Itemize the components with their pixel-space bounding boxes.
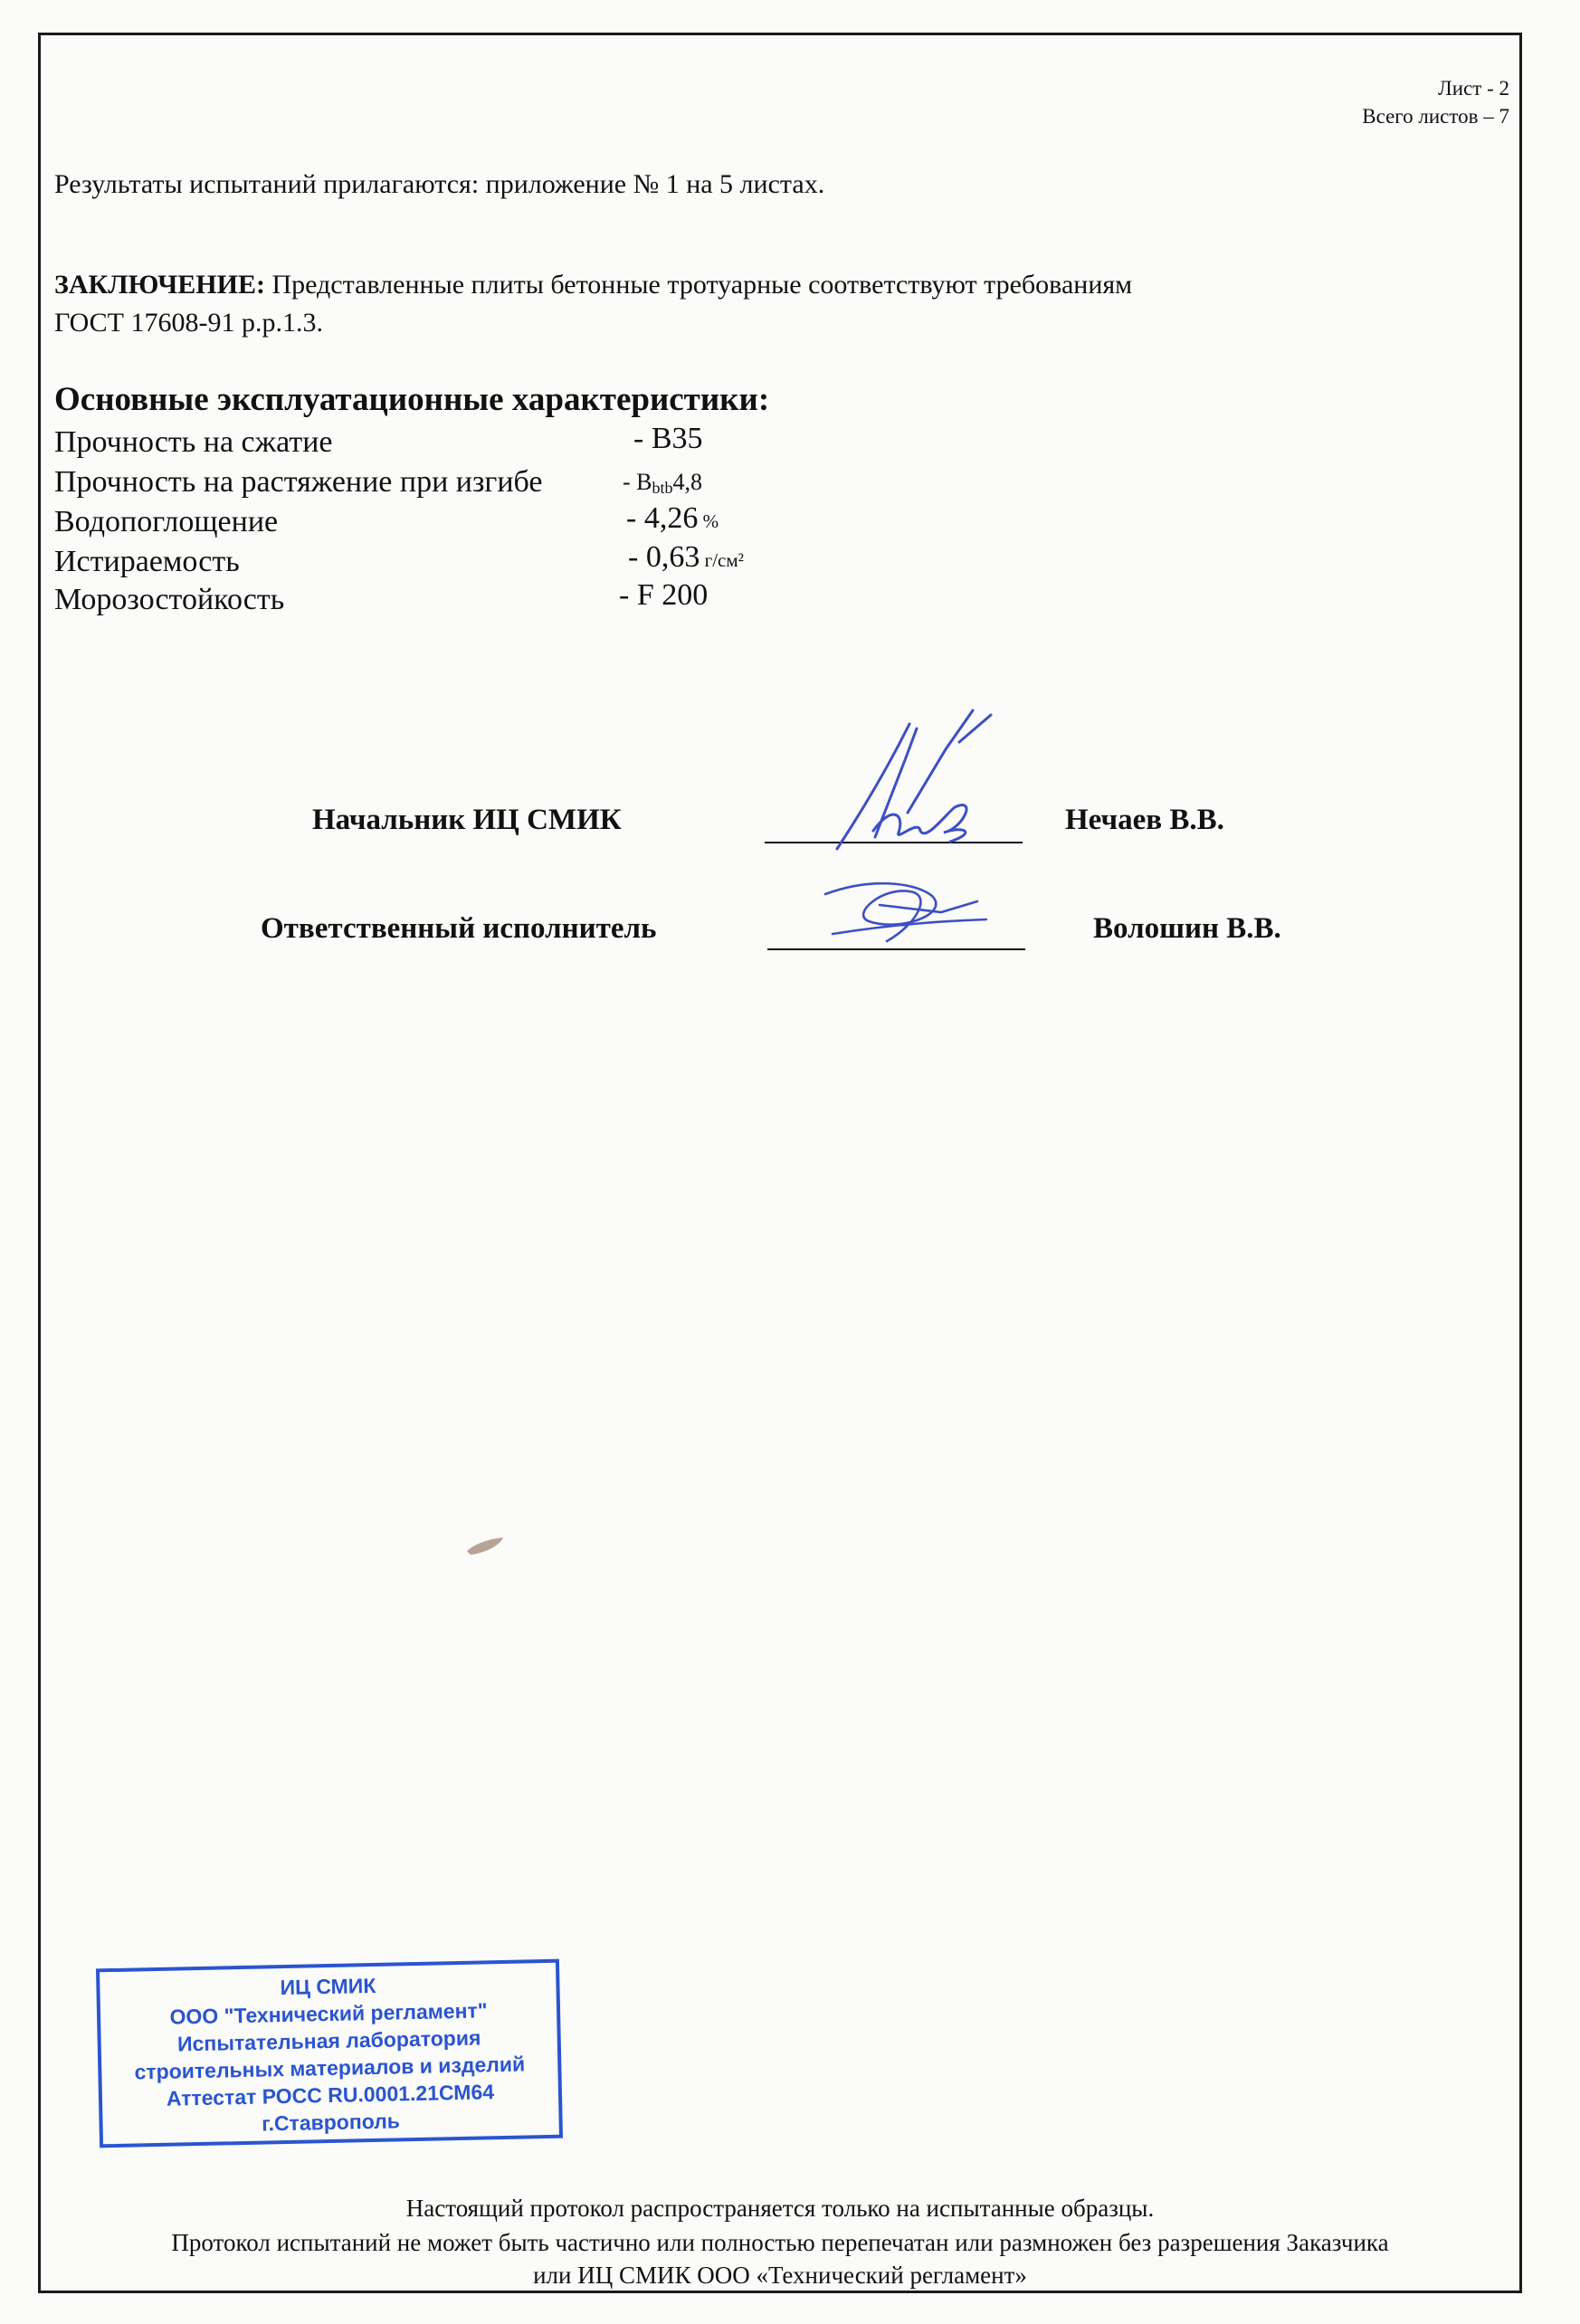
sheet-total: Всего листов – 7 (1362, 105, 1509, 128)
conclusion-line2: ГОСТ 17608-91 р.р.1.3. (54, 308, 323, 338)
executor-name: Волошин В.В. (1093, 912, 1281, 945)
page-border (38, 33, 1522, 2293)
conclusion-text: Представленные плиты бетонные тротуарные соответствуют требованиям (264, 270, 1133, 300)
stamp-line: Аттестат РОСС RU.0001.21СМ64 (166, 2080, 495, 2110)
prop-value-symbol: - B (623, 469, 652, 495)
executor-role: Ответственный исполнитель (261, 912, 657, 945)
stamp-line: строительных материалов и изделий (134, 2052, 526, 2084)
prop-value (623, 463, 702, 498)
prop-name: Прочность на сжатие (54, 425, 333, 459)
stamp-line: Испытательная лаборатория (176, 2025, 481, 2056)
prop-unit: г/см² (700, 549, 744, 571)
sheet-number: Лист - 2 (1438, 77, 1509, 100)
prop-unit: % (698, 510, 719, 532)
prop-value: - F 200 (619, 578, 709, 612)
prop-name: Истираемость (54, 545, 240, 578)
stamp-line: ООО "Технический регламент" (169, 1998, 488, 2029)
prop-name: Прочность на растяжение при изгибе (54, 465, 543, 499)
lab-stamp (96, 1959, 563, 2148)
paper-stain (465, 1535, 506, 1558)
prop-value (628, 540, 744, 575)
head-role: Начальник ИЦ СМИК (312, 804, 622, 836)
conclusion-label: ЗАКЛЮЧЕНИЕ: (54, 270, 265, 300)
prop-value-number: 4,8 (672, 469, 703, 495)
head-signature (819, 706, 1054, 855)
conclusion (54, 270, 1132, 300)
stamp-line: г.Ставрополь (261, 2109, 401, 2136)
executor-signature (814, 869, 995, 955)
prop-value-number: - 4,26 (626, 501, 699, 535)
prop-name: Водопоглощение (54, 505, 279, 538)
prop-value-subscript: btb (652, 479, 673, 497)
prop-name: Морозостойкость (54, 583, 285, 616)
stamp-line: ИЦ СМИК (280, 1973, 376, 2000)
results-line: Результаты испытаний прилагаются: приложение № 1 на 5 листах. (54, 169, 825, 199)
prop-value: - B35 (633, 422, 703, 455)
prop-value (626, 501, 719, 536)
characteristics-title: Основные эксплуатационные характеристики: (54, 381, 770, 418)
footer-line: Настоящий протокол распространяется только на испытанные образцы. (405, 2195, 1155, 2222)
prop-value-number: - 0,63 (628, 540, 700, 574)
footer-line: или ИЦ СМИК ООО «Технический регламент» (533, 2262, 1027, 2289)
footer-line: Протокол испытаний не может быть частично или полностью перепечатан или размножен без разрешения Заказчика (171, 2229, 1389, 2256)
head-name: Нечаев В.В. (1065, 804, 1224, 836)
